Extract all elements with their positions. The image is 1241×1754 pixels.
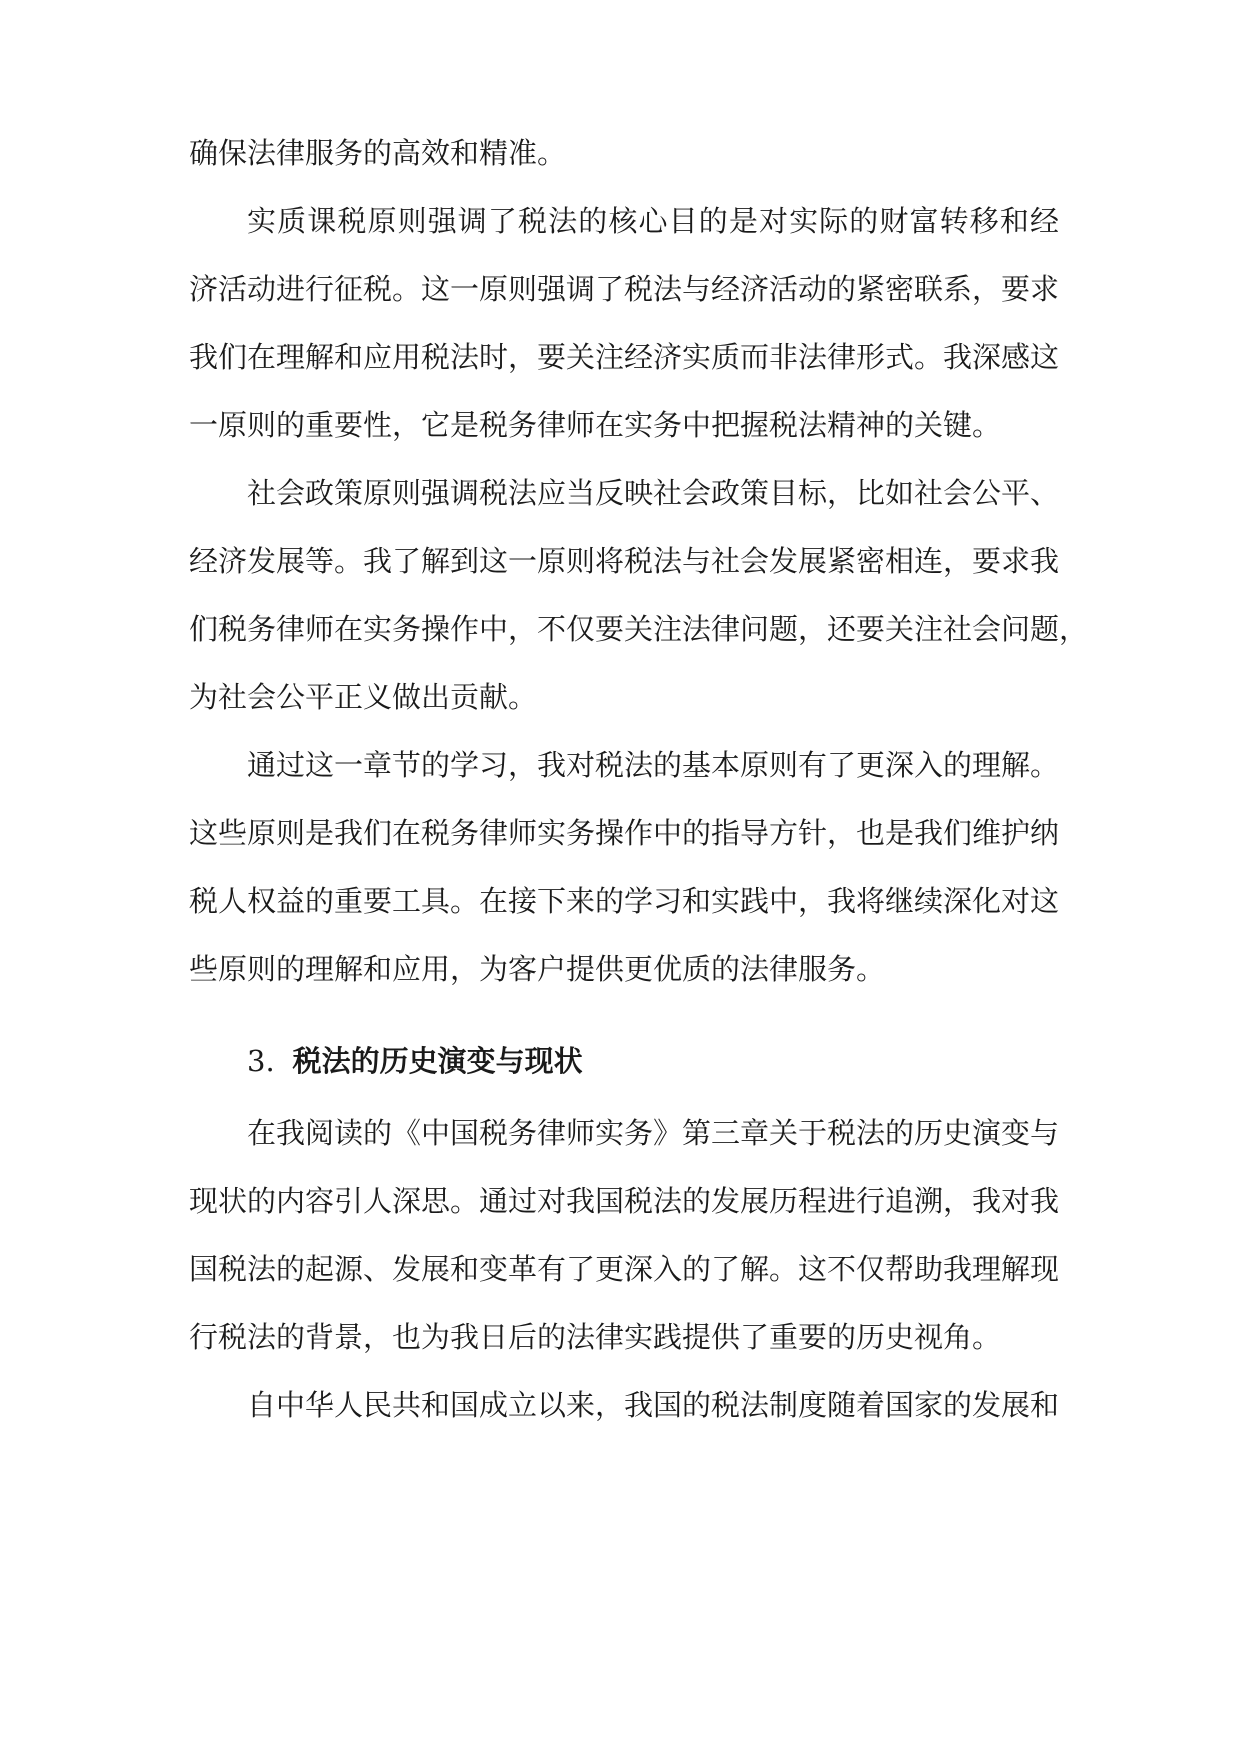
paragraph-line: 确保法律服务的高效和精准。	[189, 136, 567, 170]
paragraph-line: 为社会公平正义做出贡献。	[189, 680, 538, 714]
paragraph-line: 一原则的重要性，它是税务律师在实务中把握税法精神的关键。	[189, 408, 1002, 442]
paragraph-line: 国税法的起源、发展和变革有了更深入的了解。这不仅帮助我理解现	[189, 1252, 1060, 1286]
section-title: 税法的历史演变与现状	[292, 1044, 583, 1078]
paragraph-line: 自中华人民共和国成立以来，我国的税法制度随着国家的发展和	[247, 1388, 1060, 1422]
paragraph-line: 们税务律师在实务操作中，不仅要关注法律问题，还要关注社会问题，	[189, 612, 1089, 646]
paragraph-line: 现状的内容引人深思。通过对我国税法的发展历程进行追溯，我对我	[189, 1184, 1060, 1218]
paragraph-line: 社会政策原则强调税法应当反映社会政策目标，比如社会公平、	[247, 476, 1060, 510]
paragraph-line: 经济发展等。我了解到这一原则将税法与社会发展紧密相连，要求我	[189, 544, 1060, 578]
paragraph-line: 我们在理解和应用税法时，要关注经济实质而非法律形式。我深感这	[189, 340, 1060, 374]
paragraph-line: 在我阅读的《中国税务律师实务》第三章关于税法的历史演变与	[247, 1116, 1060, 1150]
paragraph-line: 行税法的背景，也为我日后的法律实践提供了重要的历史视角。	[189, 1320, 1002, 1354]
paragraph-line: 实质课税原则强调了税法的核心目的是对实际的财富转移和经	[247, 204, 1059, 238]
paragraph-line: 些原则的理解和应用，为客户提供更优质的法律服务。	[189, 952, 886, 986]
paragraph-line: 税人权益的重要工具。在接下来的学习和实践中，我将继续深化对这	[189, 884, 1060, 918]
paragraph-line: 通过这一章节的学习，我对税法的基本原则有了更深入的理解。	[247, 748, 1060, 782]
section-number: 3.	[247, 1044, 275, 1078]
paragraph-line: 这些原则是我们在税务律师实务操作中的指导方针，也是我们维护纳	[189, 816, 1060, 850]
paragraph-line: 济活动进行征税。这一原则强调了税法与经济活动的紧密联系，要求	[189, 272, 1060, 306]
section-heading	[247, 1041, 583, 1081]
